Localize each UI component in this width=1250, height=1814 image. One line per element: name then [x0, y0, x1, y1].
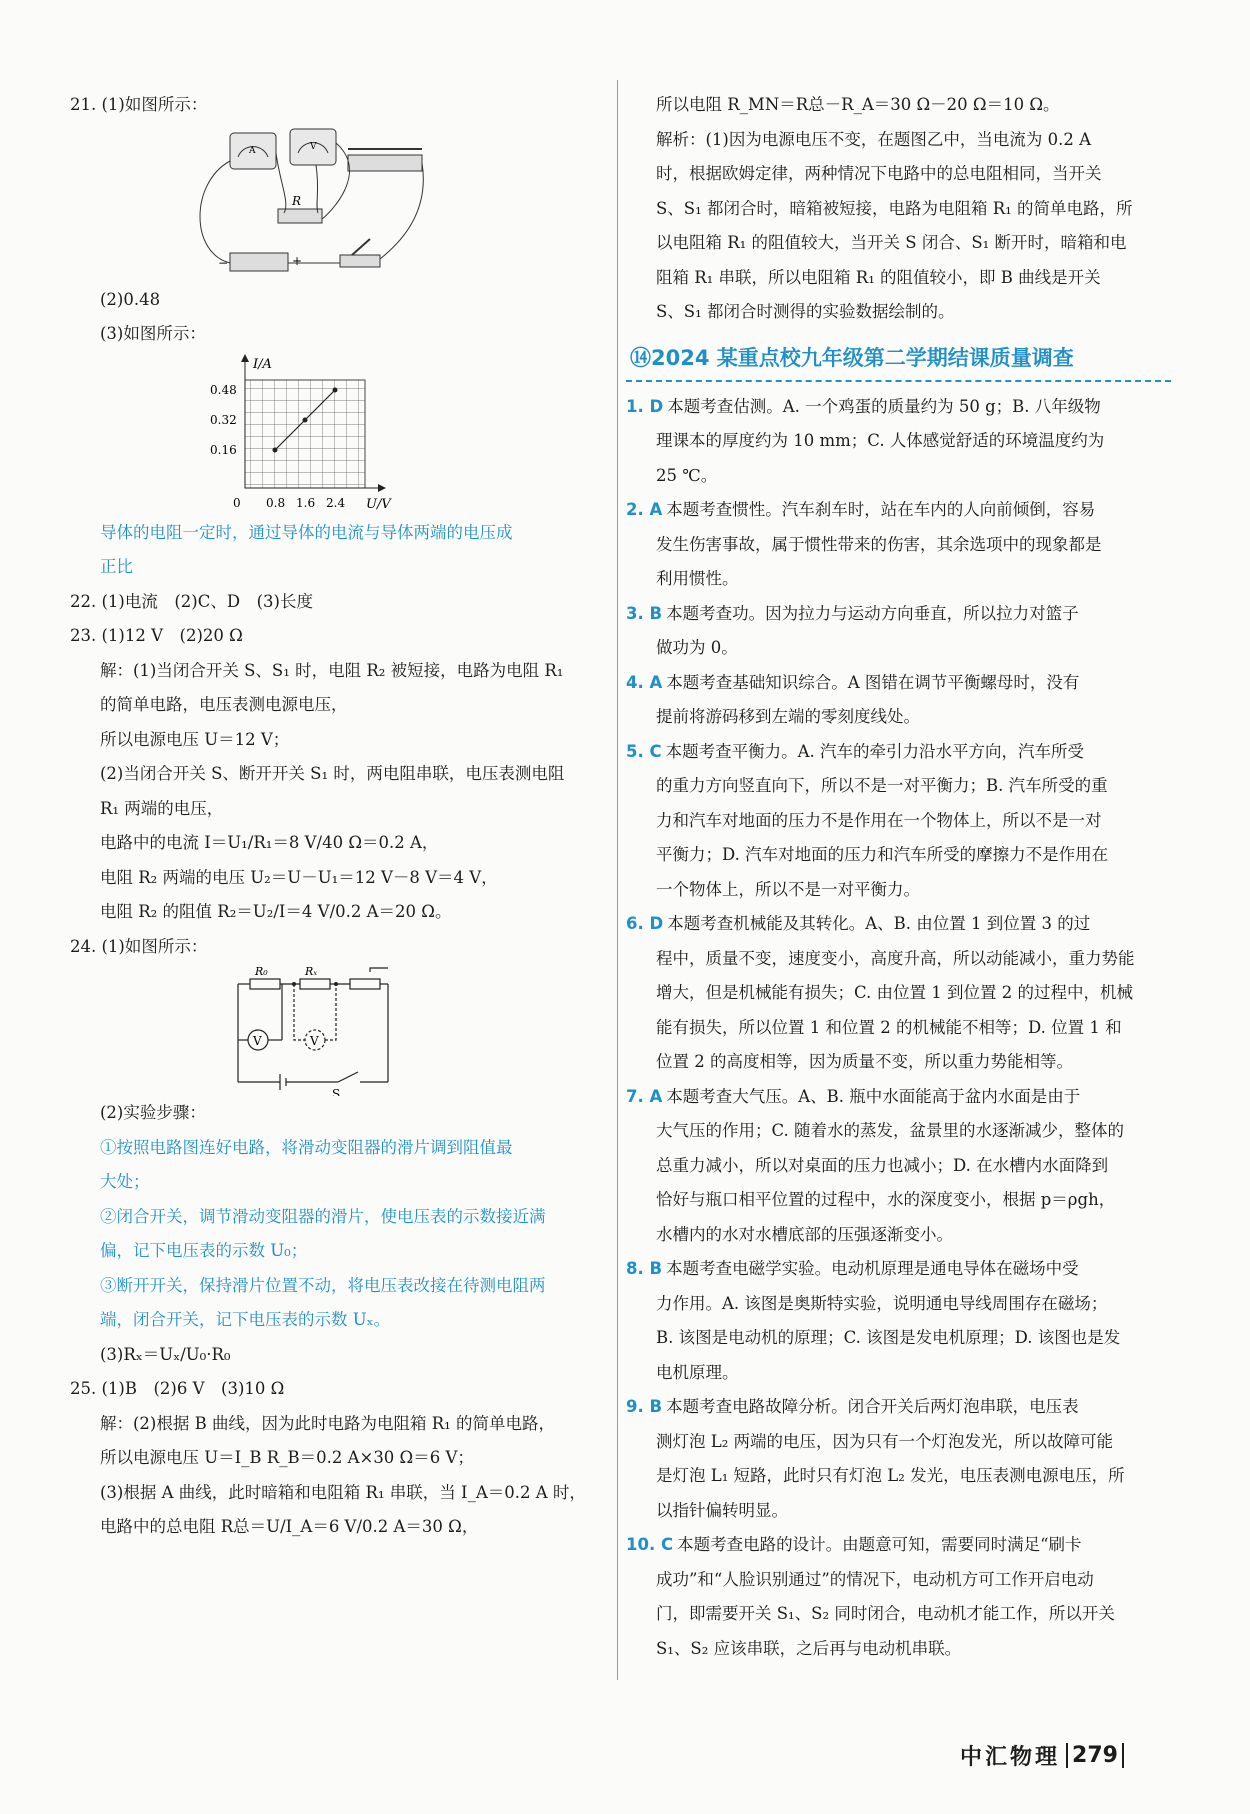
q21-conclusion-2: 正比: [100, 557, 133, 576]
xtick-08: 0.8: [266, 495, 286, 510]
svg-text:Rₓ: Rₓ: [305, 965, 318, 978]
q24-step1a: ①按照电路图连好电路，将滑动变阻器的滑片调到阻值最: [100, 1137, 513, 1157]
q24-part3: (3)Rₓ＝Uₓ/U₀·R₀: [100, 1344, 231, 1364]
answer-list: [626, 390, 1171, 1667]
q23-line-6: 电路中的电流 I＝U₁/R₁＝8 V/40 Ω＝0.2 A，: [100, 833, 439, 852]
answer-text: 本题考查电磁学实验。电动机原理是通电导体在磁场中受: [666, 1259, 1079, 1278]
q23-line-5: R₁ 两端的电压，: [100, 798, 224, 818]
point-2: [303, 417, 308, 422]
answer-line: 电机原理。: [656, 1362, 739, 1382]
answer-line: S₁、S₂ 应该串联，之后再与电动机串联。: [656, 1638, 962, 1658]
svg-text:A: A: [249, 145, 256, 156]
answer-line: 发生伤害事故，属于惯性带来的伤害，其余选项中的现象都是: [656, 534, 1102, 554]
answer-text: 本题考查惯性。汽车刹车时，站在车内的人向前倾倒，容易: [666, 500, 1096, 519]
answer-number: 9. B: [626, 1397, 663, 1416]
q23-line-4: (2)当闭合开关 S、断开开关 S₁ 时，两电阻串联，电压表测电阻: [100, 764, 565, 783]
right-column: [626, 88, 1171, 1666]
answer-line: 以指针偏转明显。: [656, 1500, 788, 1520]
answer-number: 2. A: [626, 500, 663, 519]
svg-text:R: R: [292, 193, 302, 208]
svg-text:V: V: [253, 1034, 262, 1048]
iu-graph: [70, 352, 615, 516]
answer-line: [626, 1252, 1171, 1287]
q21-part3: (3)如图所示：: [100, 324, 206, 343]
answer-line: 水槽内的水对水槽底部的压强逐渐变小。: [656, 1224, 953, 1244]
x-axis-label: U/V: [366, 496, 391, 512]
answer-text: 本题考查功。因为拉力与运动方向垂直，所以拉力对篮子: [666, 603, 1079, 623]
answer-line: [626, 907, 1171, 942]
answer-line: 25 ℃。: [656, 465, 718, 485]
q21-part1: 21. (1)如图所示：: [70, 95, 208, 114]
analysis-line-3: S、S₁ 都闭合时，暗箱被短接，电路为电阻箱 R₁ 的简单电路，所: [656, 198, 1133, 218]
answer-line: 成功”和“人脸识别通过”的情况下，电动机方可工作开启电动: [656, 1569, 1094, 1589]
answer-text: 本题考查电路故障分析。闭合开关后两灯泡串联，电压表: [666, 1397, 1079, 1416]
svg-text:R₀: R₀: [255, 965, 268, 978]
q21-part2: (2)0.48: [100, 289, 161, 309]
answer-line: 提前将游码移到左端的零刻度线处。: [656, 707, 920, 726]
q24-step2a: ②闭合开关，调节滑动变阻器的滑片，使电压表的示数接近满: [100, 1206, 546, 1226]
point-3: [333, 387, 338, 392]
point-1: [273, 447, 278, 452]
svg-text:+: +: [292, 253, 303, 268]
answer-line: 做功为 0。: [656, 638, 738, 657]
q23-line-1: 解：(1)当闭合开关 S、S₁ 时，电阻 R₂ 被短接，电路为电阻 R₁: [100, 660, 564, 680]
answer-line: 利用惯性。: [656, 569, 739, 588]
answer-number: 10. C: [626, 1535, 674, 1554]
q21-circuit-photo: [70, 123, 615, 283]
answer-number: 1. D: [626, 396, 664, 416]
xtick-16: 1.6: [296, 495, 316, 510]
answer-text: 本题考查大气压。A、B. 瓶中水面能高于盆内水面是由于: [666, 1086, 1081, 1106]
section-title: ⑭2024 某重点校九年级第二学期结课质量调查: [626, 336, 1171, 382]
q21-conclusion-1: 导体的电阻一定时，通过导体的电流与导体两端的电压成: [100, 522, 513, 542]
ytick-048: 0.48: [210, 382, 237, 397]
svg-text:S: S: [332, 1087, 341, 1096]
q24-part2: (2)实验步骤：: [100, 1103, 206, 1122]
page-footer: [960, 1740, 1124, 1771]
q23-answer: 23. (1)12 V (2)20 Ω: [70, 626, 243, 645]
q24-step3a: ③断开开关，保持滑片位置不动，将电压表改接在待测电阻两: [100, 1275, 546, 1295]
q25-line-1: 解：(2)根据 B 曲线，因为此时电路为电阻箱 R₁ 的简单电路，: [100, 1413, 556, 1433]
answer-line: [626, 1080, 1171, 1115]
answer-number: 3. B: [626, 603, 663, 623]
q24-circuit-diagram: [70, 964, 615, 1096]
answer-number: 4. A: [626, 672, 663, 692]
answer-text: 本题考查机械能及其转化。A、B. 由位置 1 到位置 3 的过: [667, 914, 1091, 933]
answer-line: 力作用。A. 该图是奥斯特实验，说明通电导线周围存在磁场；: [656, 1293, 1108, 1313]
answer-line: [626, 735, 1171, 770]
answer-line: 程中，质量不变，速度变小，高度升高，所以动能减小，重力势能: [656, 948, 1135, 968]
xtick-24: 2.4: [326, 495, 346, 510]
answer-number: 8. B: [626, 1259, 663, 1278]
q23-line-3: 所以电源电压 U＝12 V；: [100, 729, 290, 749]
answer-line: 能有损失，所以位置 1 和位置 2 的机械能不相等；D. 位置 1 和: [656, 1017, 1122, 1037]
y-axis-label: I/A: [253, 356, 272, 372]
answer-text: 本题考查估测。A. 一个鸡蛋的质量约为 50 g；B. 八年级物: [667, 396, 1101, 416]
answer-number: 7. A: [626, 1086, 663, 1106]
q24-part1: 24. (1)如图所示：: [70, 936, 208, 956]
q25-line-5: 所以电阻 R_MN＝R总－R_A＝30 Ω－20 Ω＝10 Ω。: [656, 95, 1060, 114]
q23-line-8: 电阻 R₂ 的阻值 R₂＝U₂/I＝4 V/0.2 A＝20 Ω。: [100, 902, 452, 921]
answer-line: 测灯泡 L₂ 两端的电压，因为只有一个灯泡发光，所以故障可能: [656, 1431, 1114, 1451]
answer-line: [626, 390, 1171, 425]
analysis-line-4: 以电阻箱 R₁ 的阻值较大，当开关 S 闭合、S₁ 断开时，暗箱和电: [656, 233, 1127, 252]
answer-line: B. 该图是电动机的原理；C. 该图是发电机原理；D. 该图也是发: [656, 1328, 1121, 1347]
svg-text:V: V: [310, 1034, 319, 1048]
left-column: [70, 88, 615, 1545]
q25-line-4: 电路中的总电阻 R总＝U/I_A＝6 V/0.2 A＝30 Ω，: [100, 1517, 479, 1536]
svg-text:−: −: [218, 255, 229, 270]
answer-line: 理课本的厚度约为 10 mm；C. 人体感觉舒适的环境温度约为: [656, 431, 1105, 450]
answer-line: 位置 2 的高度相等，因为质量不变，所以重力势能相等。: [656, 1052, 1073, 1071]
svg-text:V: V: [310, 141, 317, 152]
q23-line-7: 电阻 R₂ 两端的电压 U₂＝U－U₁＝12 V－8 V＝4 V，: [100, 867, 498, 887]
answer-number: 6. D: [626, 914, 664, 933]
ytick-032: 0.32: [210, 412, 237, 427]
answer-line: 增大，但是机械能有损失；C. 由位置 1 到位置 2 的过程中，机械: [656, 983, 1134, 1002]
answer-line: [626, 666, 1171, 701]
answer-text: 本题考查电路的设计。由题意可知，需要同时满足“刷卡: [677, 1535, 1082, 1554]
answer-line: [626, 1528, 1171, 1563]
q25-line-3: (3)根据 A 曲线，此时暗箱和电阻箱 R₁ 串联，当 I_A＝0.2 A 时，: [100, 1482, 586, 1502]
answer-line: [626, 1390, 1171, 1425]
answer-line: 总重力减小，所以对桌面的压力也减小；D. 在水槽内水面降到: [656, 1155, 1109, 1175]
answer-text: 本题考查平衡力。A. 汽车的牵引力沿水平方向，汽车所受: [665, 741, 1085, 761]
answer-line: [626, 597, 1171, 632]
answer-line: 恰好与瓶口相平位置的过程中，水的深度变小，根据 p＝ρgh，: [656, 1190, 1116, 1209]
q25-line-2: 所以电源电压 U＝I_B R_B＝0.2 A×30 Ω＝6 V；: [100, 1448, 474, 1467]
column-divider: [617, 80, 618, 1680]
q24-step3b: 端，闭合开关，记下电压表的示数 Uₓ。: [100, 1310, 391, 1329]
q25-answer: 25. (1)B (2)6 V (3)10 Ω: [70, 1379, 285, 1398]
answer-line: 的重力方向竖直向下，所以不是一对平衡力；B. 汽车所受的重: [656, 776, 1108, 795]
answer-line: 门，即需要开关 S₁、S₂ 同时闭合，电动机才能工作，所以开关: [656, 1604, 1115, 1623]
analysis-line-2: 时，根据欧姆定律，两种情况下电路中的总电阻相同，当开关: [656, 164, 1102, 183]
answer-line: 力和汽车对地面的压力不是作用在一个物体上，所以不是一对: [656, 810, 1102, 830]
answer-line: 平衡力；D. 汽车对地面的压力和汽车所受的摩擦力不是作用在: [656, 845, 1109, 864]
answer-number: 5. C: [626, 741, 662, 761]
footer-brand: 中汇物理: [960, 1745, 1061, 1770]
answer-line: 是灯泡 L₁ 短路，此时只有灯泡 L₂ 发光，电压表测电源电压，所: [656, 1466, 1125, 1485]
q24-step1b: 大处；: [100, 1172, 150, 1191]
answer-line: [626, 493, 1171, 528]
q22-answer: 22. (1)电流 (2)C、D (3)长度: [70, 591, 313, 611]
analysis-line-1: 解析：(1)因为电源电压不变，在题图乙中，当电流为 0.2 A: [656, 129, 1092, 149]
analysis-line-5: 阻箱 R₁ 串联，所以电阻箱 R₁ 的阻值较小，即 B 曲线是开关: [656, 267, 1101, 287]
ytick-016: 0.16: [210, 442, 237, 457]
q24-step2b: 偏，记下电压表的示数 U₀；: [100, 1241, 308, 1260]
answer-line: 一个物体上，所以不是一对平衡力。: [656, 879, 920, 899]
page-number: 279: [1066, 1743, 1124, 1768]
answer-line: 大气压的作用；C. 随着水的蒸发，盆景里的水逐渐减少，整体的: [656, 1121, 1125, 1140]
answer-text: 本题考查基础知识综合。A 图错在调节平衡螺母时，没有: [666, 672, 1080, 692]
xtick-0: 0: [233, 495, 241, 510]
analysis-line-6: S、S₁ 都闭合时测得的实验数据绘制的。: [656, 302, 955, 321]
q23-line-2: 的简单电路，电压表测电源电压，: [100, 695, 348, 714]
